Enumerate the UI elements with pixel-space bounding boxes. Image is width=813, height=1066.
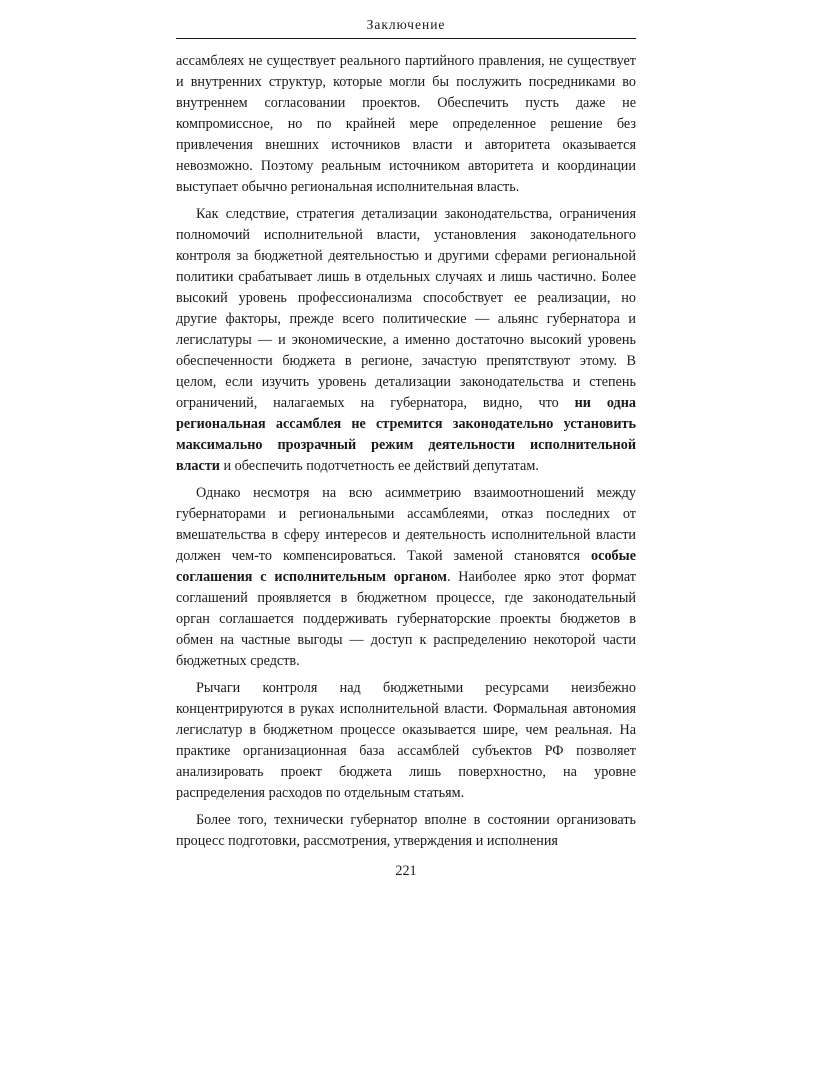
body-text <box>176 51 636 852</box>
paragraph-1-text: ассамблеях не существует реального партийного правления, не существует и внутренних структур, которые могли бы послужить посредниками во внутреннем согласовании проектов. Обеспечить пусть даже не компромиссное, но по крайней мере определенное решение без привлечения внешних источников власти и авторитета оказывается невозможно. Поэтому реальным источником авторитета и координации выступает обычно региональная исполнительная власть. <box>176 53 636 195</box>
header-divider <box>176 38 636 39</box>
page-number: 221 <box>395 863 417 879</box>
paragraph-3-text-start: Однако несмотря на всю асимметрию взаимоотношений между губернаторами и региональными ассамблеями, отказ последних от вмешательства в сферу интересов и деятельность исполнительной власти должен чем-то компенсироваться. Такой заменой становятся <box>176 485 636 564</box>
paragraph-1 <box>176 51 636 198</box>
paragraph-3 <box>176 483 636 672</box>
running-header-title: Заключение <box>366 17 446 32</box>
paragraph-2 <box>176 204 636 477</box>
paragraph-4-text: Рычаги контроля над бюджетными ресурсами неизбежно концентрируются в руках исполнительной власти. Формальная автономия легислатур в бюджетном процессе оказывается шире, чем реальная. На практике организационная база ассамблей субъектов РФ позволяет анализировать проект бюджета лишь поверхностно, на уровне распределения расходов по отдельным статьям. <box>176 680 636 801</box>
paragraph-5-text: Более того, технически губернатор вполне в состоянии организовать процесс подготовки, рассмотрения, утверждения и исполнения <box>176 812 636 849</box>
paragraph-4 <box>176 678 636 804</box>
paragraph-5 <box>176 810 636 852</box>
paragraph-3-bold-emphasis: особые соглашения с исполнительным органом <box>176 548 636 585</box>
paragraph-2-text-start: Как следствие, стратегия детализации законодательства, ограничения полномочий исполнительной власти, установления законодательного контроля за бюджетной деятельностью и другими сферами региональной политики срабатывает лишь в отдельных случаях и лишь частично. Более высокий уровень профессионализма способствует ее реализации, но другие факторы, прежде всего политические — альянс губернатора и легислатуры — и экономические, а именно достаточно высокий уровень обеспеченности бюджета в регионе, зачастую препятствуют этому. В целом, если изучить уровень детализации законодательства и степень ограничений, налагаемых на губернатора, видно, что <box>176 206 636 411</box>
paragraph-2-bold-emphasis: ни одна региональная ассамблея не стремится законодательно установить максимально прозрачный режим деятельности исполнительной власти <box>176 395 636 474</box>
book-page <box>176 14 636 882</box>
paragraph-3-text-end: . Наиболее ярко этот формат соглашений проявляется в бюджетном процессе, где законодательный орган соглашается поддерживать губернаторские проекты бюджетов в обмен на частные выгоды — доступ к распределению некоторой части бюджетных средств. <box>176 569 636 669</box>
paragraph-2-text-end: и обеспечить подотчетность ее действий депутатам. <box>219 458 539 474</box>
